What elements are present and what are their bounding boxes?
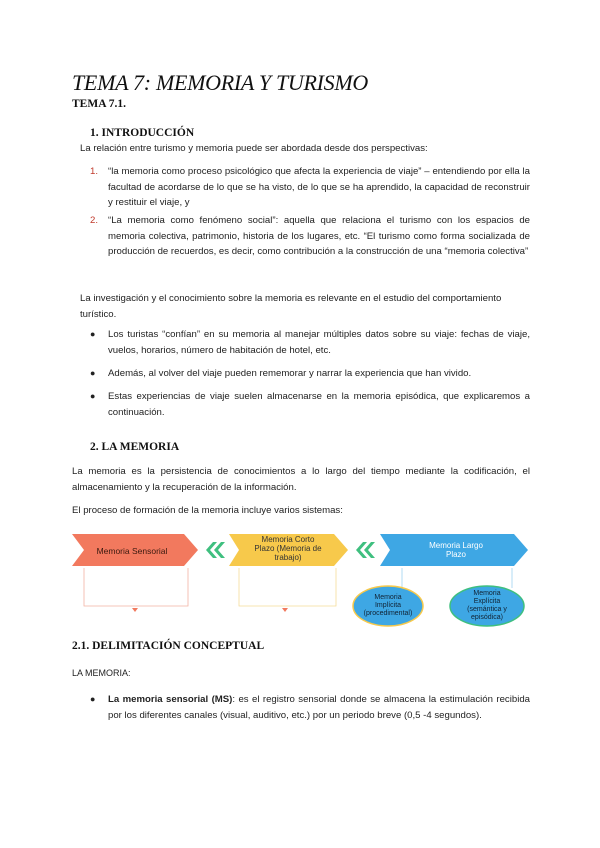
chevron-left-icon <box>206 542 225 558</box>
list-item-2: “La memoria como fenómeno social”: aquella que relaciona el turismo con los espacios de memoria colectiva, patrimonio, historia de los lugares, etc. “El turismo como forma socializada de producción de recuerdos, es decir, como contribución a la construcción de una “memoria colectiva” <box>108 215 530 257</box>
explicit-memory-label-1: Memoria <box>473 590 501 597</box>
implicit-memory-label-3: (procedimental) <box>363 610 413 617</box>
implicit-memory-label-1: Memoria <box>374 594 402 601</box>
down-arrow-icon <box>282 608 288 612</box>
short-term-memory-label-3: trabajo) <box>274 553 302 562</box>
research-paragraph: La investigación y el conocimiento sobre la memoria es relevante en el estudio del comportamiento turístico. <box>80 293 502 320</box>
page-subtitle: TEMA 7.1. <box>72 98 126 110</box>
list-number-1: 1. <box>90 166 99 177</box>
sensory-memory-description: : es el registro sensorial donde se almacena la estimulación recibida por los diferentes canales (visual, auditivo, etc.) por un periodo breve (0,5 -4 segundos). <box>108 694 530 721</box>
sensory-memory-term: La memoria sensorial (MS) <box>108 694 233 705</box>
section-heading-introduccion: 1. INTRODUCCIÓN <box>90 127 195 139</box>
short-term-connector <box>239 568 336 606</box>
bullet-icon: ● <box>90 368 96 378</box>
short-term-memory-label-1: Memoria Corto <box>261 535 315 544</box>
explicit-memory-label-4: episódica) <box>471 614 503 621</box>
memory-systems-diagram <box>72 528 530 632</box>
bullet-icon: ● <box>90 391 96 401</box>
memory-definition: La memoria es la persistencia de conocimientos a lo largo del tiempo mediante la codificación, el almacenamiento y la recuperación de la información. <box>72 466 530 493</box>
page-title: TEMA 7: MEMORIA Y TURISMO <box>72 70 368 95</box>
section-heading-delimitacion: 2.1. DELIMITACIÓN CONCEPTUAL <box>72 640 265 652</box>
list-number-2: 2. <box>90 215 99 226</box>
short-term-memory-label-2: Plazo (Memoria de <box>254 544 322 553</box>
memory-process-intro: El proceso de formación de la memoria incluye varios sistemas: <box>72 505 343 516</box>
bullet-item-3: Estas experiencias de viaje suelen almacenarse en la memoria episódica, que explicaremos a continuación. <box>108 391 530 418</box>
long-term-memory-label-1: Memoria Largo <box>429 541 483 550</box>
explicit-memory-label-3: (semántica y <box>467 606 507 613</box>
chevron-left-icon <box>356 542 375 558</box>
section-heading-la-memoria: 2. LA MEMORIA <box>90 441 180 453</box>
intro-paragraph: La relación entre turismo y memoria puede ser abordada desde dos perspectivas: <box>80 143 428 154</box>
explicit-memory-label-2: Explícita <box>473 598 501 605</box>
down-arrow-icon <box>132 608 138 612</box>
implicit-memory-label-2: Implícita <box>374 602 402 609</box>
bullet-icon: ● <box>90 329 96 339</box>
bullet-item-1: Los turistas “confían” en su memoria al manejar múltiples datos sobre su viaje: fechas de viaje, vuelos, horarios, número de habitación de hotel, etc. <box>108 329 530 356</box>
sensory-connector <box>84 568 188 606</box>
bullet-icon: ● <box>90 694 96 704</box>
sensory-memory-label: Memoria Sensorial <box>96 546 168 556</box>
long-term-memory-label-2: Plazo <box>445 550 467 559</box>
sensory-memory-definition <box>108 692 530 723</box>
long-term-connector <box>402 568 512 588</box>
memory-label: LA MEMORIA: <box>72 668 131 678</box>
list-item-1: “la memoria como proceso psicológico que afecta la experiencia de viaje” – entendiendo por ella la facultad de acordarse de lo que se ha visto, de lo que se ha aprendido, la capacidad de reconstruir y restituir el viaje, y <box>108 166 530 208</box>
bullet-item-2: Además, al volver del viaje pueden rememorar y narrar la experiencia que han vivido. <box>108 368 472 379</box>
